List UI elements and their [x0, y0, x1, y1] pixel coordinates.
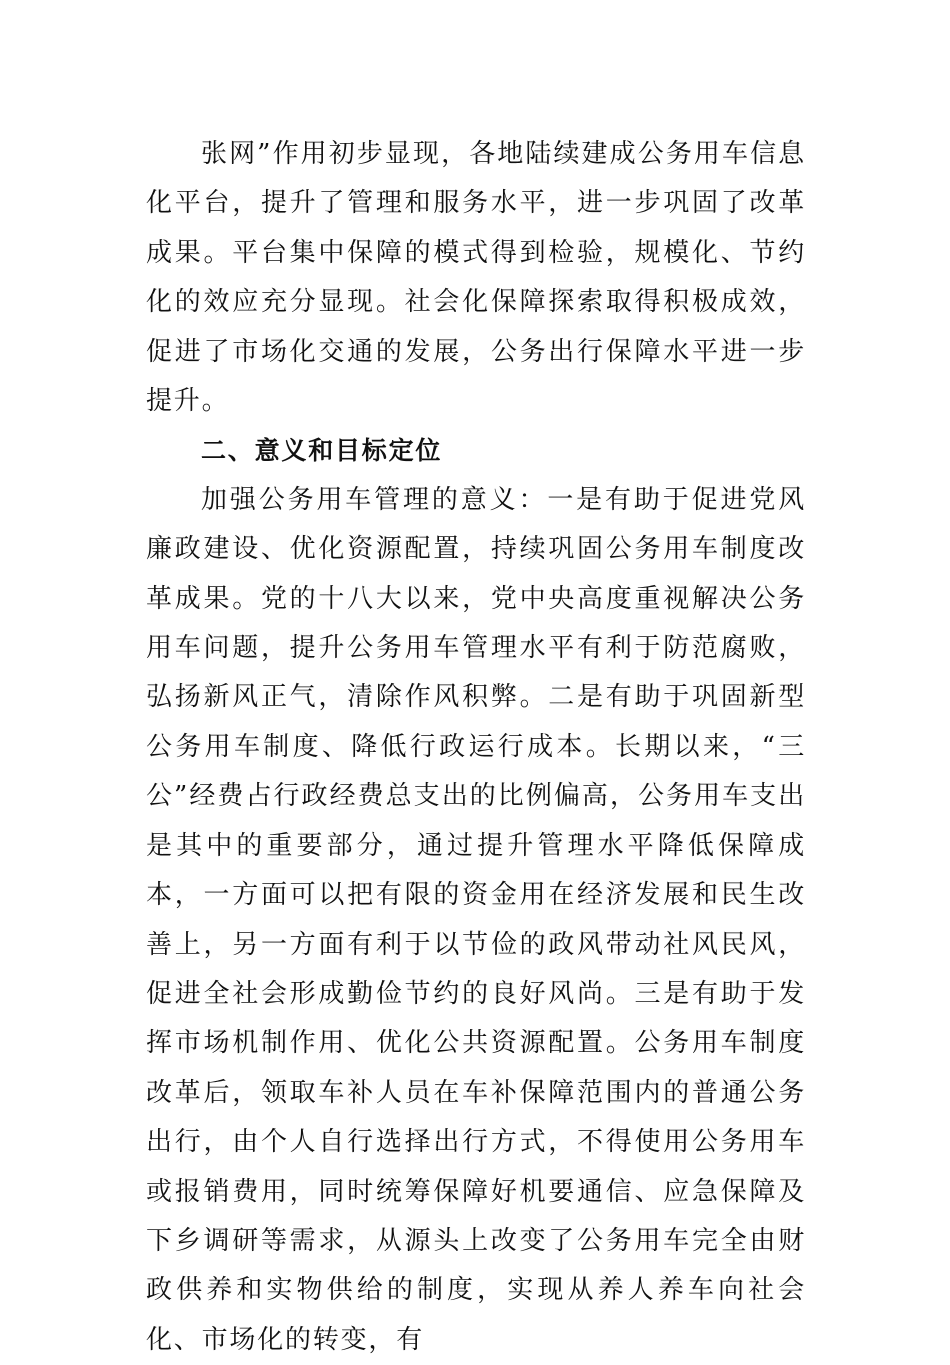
- document-body: [146, 130, 806, 1365]
- paragraph-significance: 加强公务用车管理的意义：一是有助于促进党风廉政建设、优化资源配置，持续巩固公务用车制度改革成果。党的十八大以来，党中央高度重视解决公务用车问题，提升公务用车管理水平有利于防范腐败，弘扬新风正气，清除作风积弊。二是有助于巩固新型公务用车制度、降低行政运行成本。长期以来，“三公”经费占行政经费总支出的比例偏高，公务用车支出是其中的重要部分，通过提升管理水平降低保障成本，一方面可以把有限的资金用在经济发展和民生改善上，另一方面有利于以节俭的政风带动社风民风，促进全社会形成勤俭节约的良好风尚。三是有助于发挥市场机制作用、优化公共资源配置。公务用车制度改革后，领取车补人员在车补保障范围内的普通公务出行，由个人自行选择出行方式，不得使用公务用车或报销费用，同时统筹保障好机要通信、应急保障及下乡调研等需求，从源头上改变了公务用车完全由财政供养和实物供给的制度，实现从养人养车向社会化、市场化的转变，有: [146, 484, 806, 1355]
- paragraph-continued: 张网”作用初步显现，各地陆续建成公务用车信息化平台，提升了管理和服务水平，进一步巩固了改革成果。平台集中保障的模式得到检验，规模化、节约化的效应充分显现。社会化保障探索取得积极成效，促进了市场化交通的发展，公务出行保障水平进一步提升。: [146, 139, 806, 417]
- section-heading: 二、意义和目标定位: [201, 436, 443, 466]
